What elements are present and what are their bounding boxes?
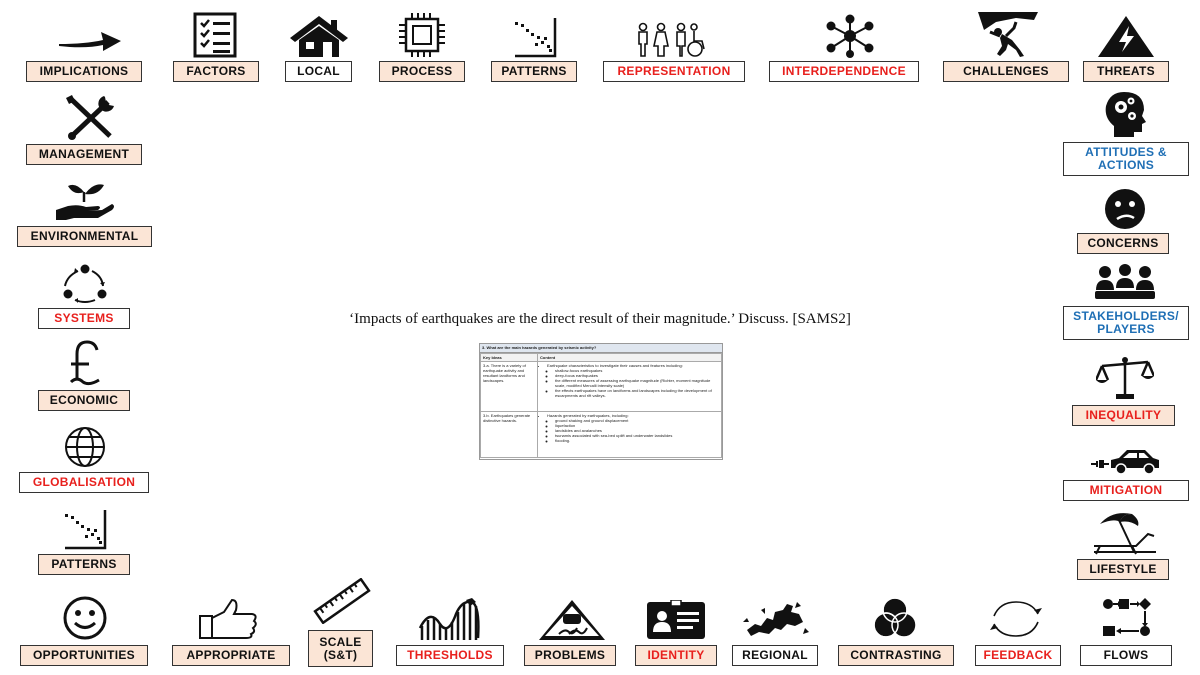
head-gears-icon bbox=[1095, 90, 1155, 138]
network-icon bbox=[815, 12, 885, 58]
spec-row1-content: • Earthquake characteristics to investigate their causes and features including: ◦ shallow-focus earthquakes ◦ deep-focus earthquakes ◦ the different measures of assessing earthquake magnitude (Richter, moment magnitude scale, modified Mercalli intensity scale) ◦ the effects earthquakes have on landforms and landscapes including the development of escarpments and rift valleys. bbox=[538, 362, 722, 412]
chip-icon bbox=[392, 12, 452, 58]
attitudes-actions-label bbox=[1063, 142, 1189, 176]
process-label: PROCESS bbox=[379, 61, 465, 82]
management-label: MANAGEMENT bbox=[26, 144, 142, 165]
spec-row2-content: • Hazards generated by earthquakes, including: ◦ ground shaking and ground displacement ◦ liquefaction ◦ landslides and avalanches ◦ tsunamis associated with sea-bed uplift and underwater landslides ◦ flooding. bbox=[538, 412, 722, 458]
beach-icon bbox=[1090, 508, 1160, 556]
threats-label: THREATS bbox=[1083, 61, 1169, 82]
globe-icon bbox=[55, 424, 115, 468]
specification-table bbox=[479, 343, 723, 460]
checklist-icon bbox=[185, 12, 245, 58]
globalisation-label: GLOBALISATION bbox=[19, 472, 149, 493]
stakeholders-label bbox=[1063, 306, 1189, 340]
climber-icon bbox=[972, 10, 1044, 58]
scale-line2: (S&T) bbox=[323, 647, 358, 662]
house-icon bbox=[286, 12, 352, 58]
rollercoaster-icon bbox=[416, 596, 486, 640]
feedback-arrows-icon bbox=[982, 598, 1050, 638]
stakeholders-line2: PLAYERS bbox=[1097, 322, 1155, 336]
spec-col-content: Content bbox=[538, 354, 722, 362]
scales-icon bbox=[1092, 356, 1158, 400]
systems-label: SYSTEMS bbox=[38, 308, 130, 329]
scatter-icon bbox=[505, 12, 565, 58]
regional-label: REGIONAL bbox=[732, 645, 818, 666]
appropriate-label: APPROPRIATE bbox=[172, 645, 290, 666]
thumbs-up-icon bbox=[196, 596, 262, 640]
flowchart-icon bbox=[1096, 596, 1158, 640]
spec-col-key: Key Ideas bbox=[481, 354, 538, 362]
people-icon bbox=[630, 16, 710, 58]
environmental-label: ENVIRONMENTAL bbox=[17, 226, 152, 247]
pound-icon bbox=[55, 340, 115, 386]
interdependence-label: INTERDEPENDENCE bbox=[769, 61, 919, 82]
plant-hand-icon bbox=[50, 178, 120, 222]
opportunities-label: OPPORTUNITIES bbox=[20, 645, 148, 666]
flows-label: FLOWS bbox=[1080, 645, 1172, 666]
contrasting-label: CONTRASTING bbox=[838, 645, 954, 666]
attitudes-line1: ATTITUDES & bbox=[1085, 145, 1167, 159]
concerns-label: CONCERNS bbox=[1077, 233, 1169, 254]
patterns-top-label: PATTERNS bbox=[491, 61, 577, 82]
patterns-left-label: PATTERNS bbox=[38, 554, 130, 575]
id-card-icon bbox=[642, 596, 710, 640]
slippery-road-icon bbox=[536, 596, 608, 642]
feedback-label: FEEDBACK bbox=[975, 645, 1061, 666]
spec-row2-key: 3.b. Earthquakes generate distinctive hazards. bbox=[481, 412, 538, 458]
essay-question: ‘Impacts of earthquakes are the direct result of their magnitude.’ Discuss. [SAMS2] bbox=[349, 311, 851, 327]
ruler-icon bbox=[310, 578, 374, 624]
sad-face-icon bbox=[1095, 186, 1155, 230]
warning-bolt-icon bbox=[1095, 12, 1157, 58]
electric-car-icon bbox=[1088, 442, 1162, 476]
thresholds-label: THRESHOLDS bbox=[396, 645, 504, 666]
factors-label: FACTORS bbox=[173, 61, 259, 82]
mitigation-label: MITIGATION bbox=[1063, 480, 1189, 501]
scatter-icon bbox=[55, 506, 115, 550]
arrow-icon bbox=[50, 18, 130, 56]
map-icon bbox=[740, 598, 812, 638]
group-icon bbox=[1092, 262, 1158, 300]
local-label: LOCAL bbox=[285, 61, 352, 82]
representation-label: REPRESENTATION bbox=[603, 61, 745, 82]
inequality-label: INEQUALITY bbox=[1072, 405, 1175, 426]
identity-label: IDENTITY bbox=[635, 645, 717, 666]
economic-label: ECONOMIC bbox=[38, 390, 130, 411]
scale-label bbox=[308, 630, 373, 667]
tools-icon bbox=[55, 94, 125, 140]
scale-line1: SCALE bbox=[319, 634, 362, 649]
challenges-label: CHALLENGES bbox=[943, 61, 1069, 82]
attitudes-line2: ACTIONS bbox=[1097, 158, 1155, 172]
venn-icon bbox=[865, 596, 925, 640]
spec-row1-key: 3.a. There is a variety of earthquake activity and resultant landforms and landscapes. bbox=[481, 362, 538, 412]
problems-label: PROBLEMS bbox=[524, 645, 616, 666]
spec-heading: 3. What are the main hazards generated by seismic activity? bbox=[480, 344, 722, 353]
lifestyle-label: LIFESTYLE bbox=[1077, 559, 1169, 580]
implications-label: IMPLICATIONS bbox=[26, 61, 142, 82]
cycle-icon bbox=[55, 262, 115, 304]
smiley-icon bbox=[55, 596, 115, 640]
stakeholders-line1: STAKEHOLDERS/ bbox=[1073, 309, 1179, 323]
